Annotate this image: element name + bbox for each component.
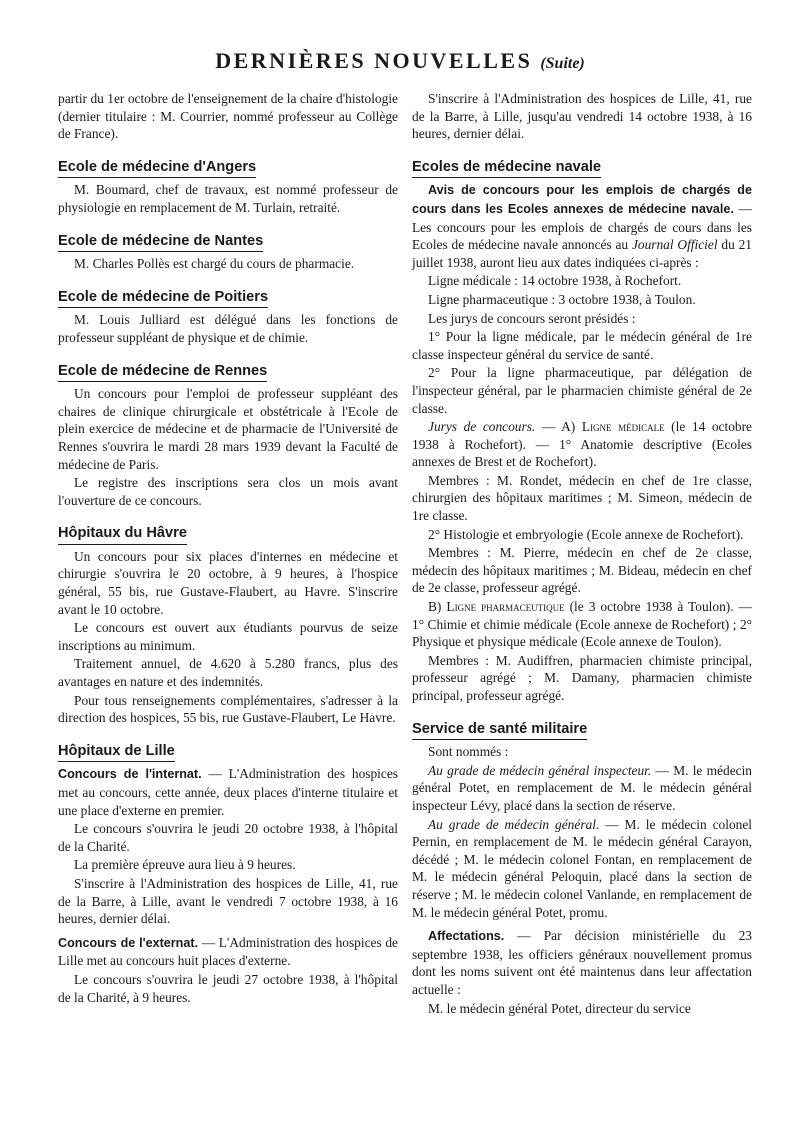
header-title: DERNIÈRES NOUVELLES [215,48,533,73]
paragraph: M. Charles Pollès est chargé du cours de pharmacie. [74,256,355,272]
paragraph-text: (le 3 octobre 1938 à Toulon). — 1° Chimie et chimie médicale (Ecole annexe de Rochefort) ; 2° Physique et physique médicale (Ecole annexe de Toulon). [412,599,752,650]
paragraph [412,927,752,998]
section-title-poitiers: Ecole de médecine de Poitiers [58,289,268,309]
paragraph: Le concours s'ouvrira le jeudi 20 octobre 1938, à l'hôpital de la Charité. [58,821,398,854]
paragraph [412,598,752,651]
paragraph [412,418,752,471]
section-title-nantes: Ecole de médecine de Nantes [58,233,263,253]
paragraph: Un concours pour six places d'internes en médecine et chirurgie s'ouvrira le 20 octobre, à 9 heures, à l'hospice général, 55 bis, rue Gustave-Flaubert, au Havre. S'inscrire avant le 10 octobre. [58,548,398,617]
paragraph: Ligne pharmaceutique : 3 octobre 1938, à Toulon. [428,291,696,307]
paragraph: La première épreuve aura lieu à 9 heures. [74,857,296,873]
run-in-label: Concours de l'internat. [58,767,202,782]
right-column [412,90,752,1018]
paragraph [58,934,398,970]
run-in-label: Concours de l'externat. [58,935,199,950]
right-intro: S'inscrire à l'Administration des hospices de Lille, 41, rue de la Barre, à Lille, jusqu'au vendredi 14 octobre 1938, à 16 heures, dernier délai. [412,91,752,142]
run-in-label: Au grade de médecin général. [428,816,600,832]
journal-name: Journal Officiel [631,237,718,253]
run-in-label: Jurys de concours. [428,419,536,435]
paragraph-text: du 21 juillet 1938, auront lieu aux dates indiquées ci-après : [412,237,752,270]
paragraph: Ligne médicale : 14 octobre 1938, à Rochefort. [428,273,682,289]
page-header [0,48,800,74]
paragraph: 2° Pour la ligne pharmaceutique, par délégation de l'inspecteur général, par le pharmacien chimiste général de 2e classe. [412,365,752,416]
paragraph-text: — M. le médecin colonel Pernin, en remplacement de M. le médecin général Carayon, décédé ; M. le médecin colonel Fontan, en remplacement de M. le médecin général Peloquin, placé dans la section de réserve ; M. le médecin colonel Vanlande, en remplacement de M. le médecin général Potet, promu. [412,816,752,920]
section-title-havre: Hôpitaux du Hâvre [58,525,187,545]
paragraph [412,816,752,922]
paragraph: Le concours est ouvert aux étudiants pourvus de seize inscriptions au minimum. [58,620,398,653]
paragraph-text: — Par décision ministérielle du 23 septembre 1938, les officiers généraux nouvellement promus dont les noms suivent ont été maintenus dans leur affectation actuelle : [412,928,752,997]
paragraph-text: — A) [535,419,582,435]
paragraph: Sont nommés : [428,744,509,760]
paragraph: M. Boumard, chef de travaux, est nommé professeur de physiologie en remplacement de M. Turlain, retraité. [58,182,398,215]
left-intro: partir du 1er octobre de l'enseignement de la chaire d'histologie (dernier titulaire : M. Courrier, nommé professeur au Collège de France). [58,91,398,142]
paragraph-text: — L'Administration des hospices de Lille met au concours huit places d'externe. [58,934,398,969]
paragraph: M. le médecin général Potet, directeur du service [428,1000,691,1016]
section-title-angers: Ecole de médecine d'Angers [58,159,256,179]
paragraph: Membres : M. Audiffren, pharmacien chimiste principal, professeur agrégé ; M. Damany, pharmacien chimiste principal, professeur agrégé. [412,652,752,703]
paragraph: Pour tous renseignements complémentaires, s'adresser à la direction des hospices, 55 bis, rue Gustave-Flaubert, Le Havre. [58,692,398,726]
section-title-rennes: Ecole de médecine de Rennes [58,363,267,383]
paragraph: S'inscrire à l'Administration des hospices de Lille, 41, rue de la Barre, à Lille, avant le vendredi 7 octobre 1938, à 16 heures, dernier délai. [58,875,398,927]
run-in-label: Avis de concours pour les emplois de chargés de cours dans les Ecoles annexes de médecine navale. [412,183,752,216]
paragraph-text: B) [428,599,447,615]
run-in-label: Au grade de médecin général inspecteur. [428,762,652,778]
run-in-label: Affectations. [428,929,505,944]
paragraph: Membres : M. Pierre, médecin en chef de 2e classe, médecin des hôpitaux maritimes ; M. Bideau, médecin en chef de 2e classe, professeur agrégé. [412,545,752,596]
paragraph-text: — Les concours pour les emplois de chargés de cours dans les Ecoles de médecine navale annoncés au [412,200,752,253]
paragraph: 1° Pour la ligne médicale, par le médecin général de 1re classe inspecteur général du service de santé. [412,329,752,362]
small-caps-label: Ligne pharmaceutique [446,599,565,615]
paragraph-text: — L'Administration des hospices met au concours, cette année, deux places d'interne titulaire et une place d'externe en premier. [58,766,398,818]
paragraph [412,762,752,815]
paragraph [412,181,752,271]
paragraph: M. Louis Julliard est délégué dans les fonctions de professeur suppléant de physique et de chimie. [58,312,398,345]
paragraph: Traitement annuel, de 4.620 à 5.280 francs, plus des avantages en nature et des indemnités. [58,656,398,690]
paragraph-text: — M. le médecin général Potet, en remplacement de M. le médecin général inspecteur Lévy, placé dans la section de réserve. [412,762,753,813]
header-suite: (Suite) [540,55,585,72]
paragraph [58,765,398,819]
paragraph: Le registre des inscriptions sera clos un mois avant l'ouverture de ce concours. [58,475,398,508]
paragraph: Le concours s'ouvrira le jeudi 27 octobre 1938, à l'hôpital de la Charité, à 9 heures. [58,971,398,1005]
paragraph: Un concours pour l'emploi de professeur suppléant des chaires de clinique chirurgicale et obstétricale à l'Ecole de plein exercice de médecine et de pharmacie de l'Université de Rennes s'ouvrira le mardi 28 mars 1939 devant la Faculté de médecine de Paris. [58,386,398,472]
small-caps-label: Ligne médicale [581,419,665,435]
paragraph: Les jurys de concours seront présidés : [428,310,636,326]
section-title-militaire: Service de santé militaire [412,721,587,741]
section-title-navale: Ecoles de médecine navale [412,159,601,179]
section-title-lille: Hôpitaux de Lille [58,743,175,763]
paragraph: Membres : M. Rondet, médecin en chef de 1re classe, chirurgien des hôpitaux maritimes ; M. Simeon, médecin de 1re classe. [412,472,752,524]
left-column [58,90,398,1007]
paragraph: 2° Histologie et embryologie (Ecole annexe de Rochefort). [428,526,744,542]
paragraph-text: (le 14 octobre 1938 à Rochefort). — 1° Anatomie descriptive (Ecoles annexes de Brest et de Rochefort). [412,419,753,470]
